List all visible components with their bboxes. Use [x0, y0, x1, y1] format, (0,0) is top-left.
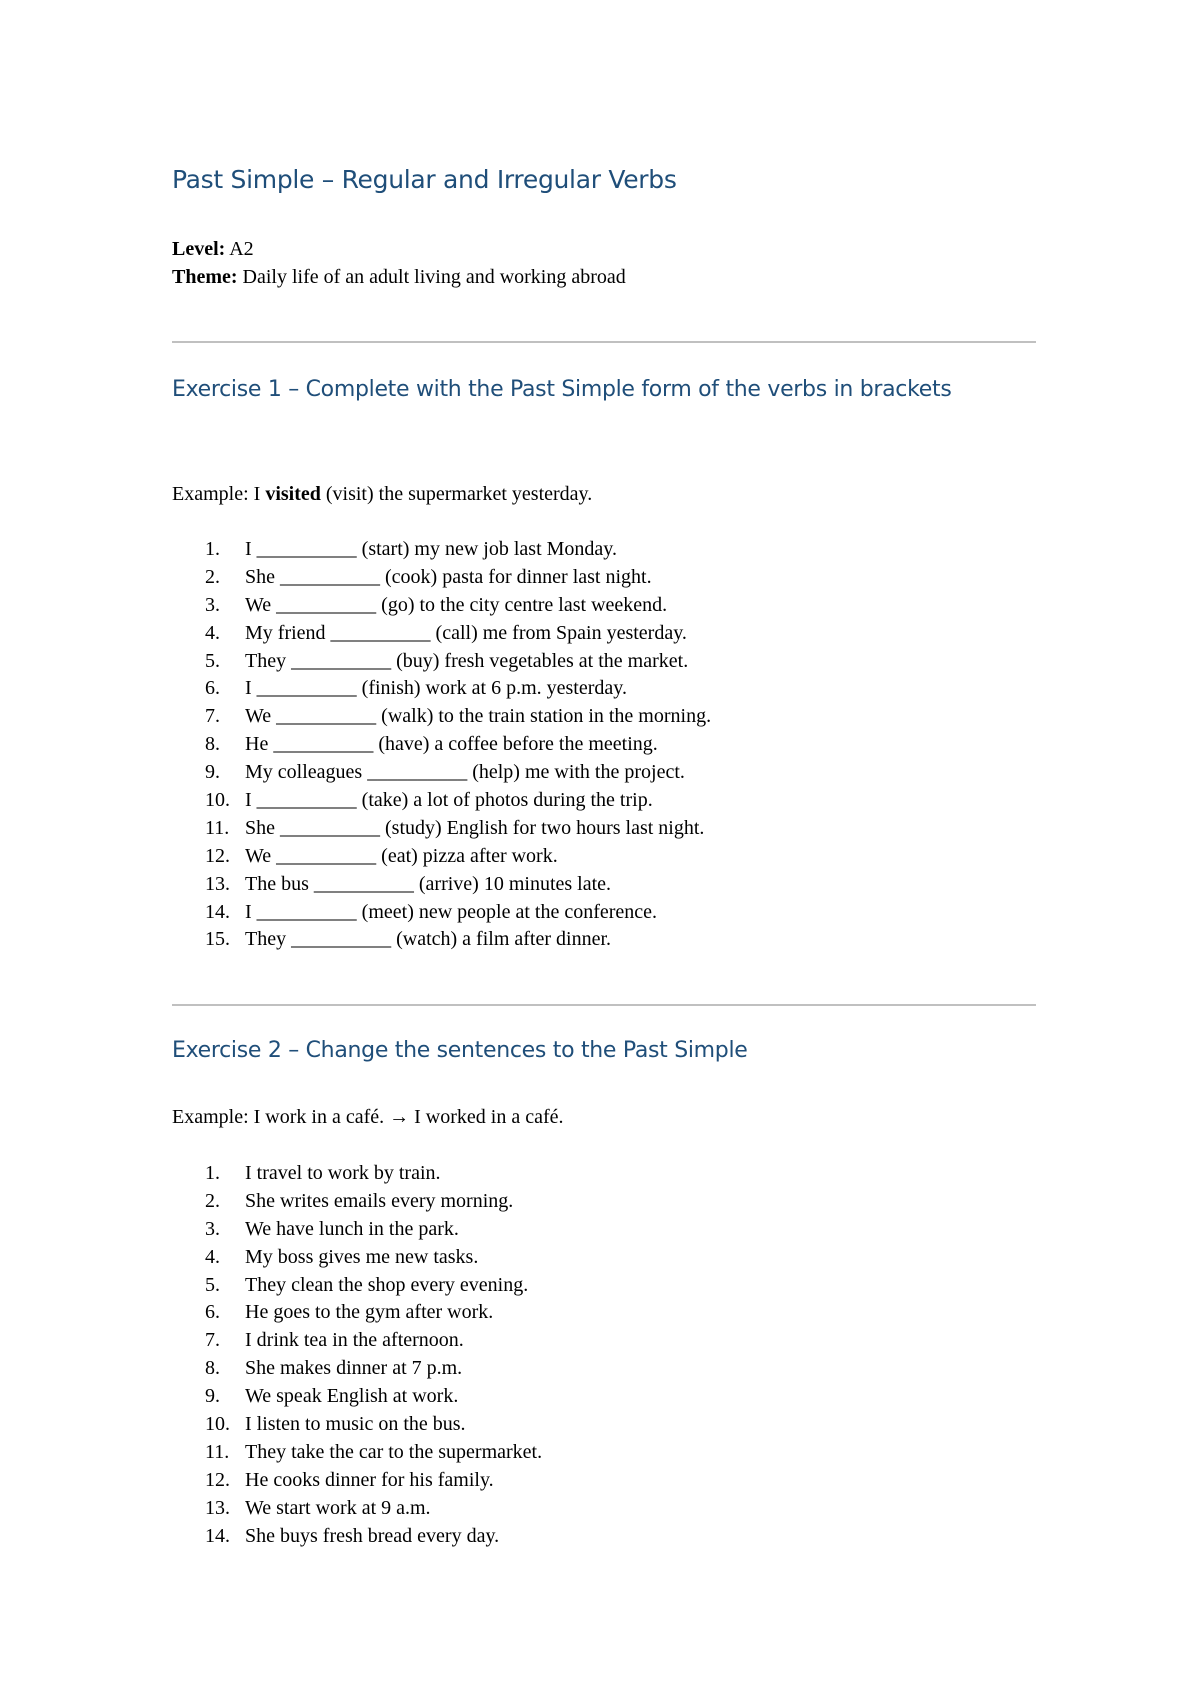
list-item	[205, 1327, 542, 1355]
list-item-number: 5.	[205, 1273, 220, 1296]
list-item-text: I __________ (start) my new job last Monday.	[245, 538, 617, 560]
list-item-text: I __________ (meet) new people at the conference.	[245, 900, 658, 923]
list-item	[205, 648, 711, 676]
list-item-text: The bus __________ (arrive) 10 minutes late.	[245, 872, 612, 895]
list-item	[205, 536, 711, 564]
list-item-text: We __________ (eat) pizza after work.	[245, 844, 558, 867]
divider	[172, 1004, 1036, 1006]
list-item-text: My friend __________ (call) me from Spain yesterday.	[245, 621, 687, 644]
list-item-number: 3.	[205, 1217, 220, 1240]
list-item-number: 12.	[205, 1468, 230, 1491]
theme-label: Theme:	[172, 266, 238, 288]
list-item	[205, 1188, 542, 1216]
list-item	[205, 1244, 542, 1272]
list-item	[205, 1523, 542, 1551]
list-item-number: 11.	[205, 816, 230, 839]
level-line	[172, 235, 254, 263]
list-item	[205, 815, 711, 843]
example-answer: visited	[265, 483, 321, 505]
list-item	[205, 564, 711, 592]
list-item	[205, 1495, 542, 1523]
list-item-number: 12.	[205, 844, 230, 867]
list-item	[205, 926, 711, 954]
list-item	[205, 592, 711, 620]
theme-line	[172, 263, 626, 291]
list-item-number: 5.	[205, 649, 220, 672]
list-item	[205, 731, 711, 759]
list-item-number: 10.	[205, 789, 230, 812]
list-item-number: 1.	[205, 1162, 220, 1184]
exercise-2-example: Example: I work in a café. → I worked in a café.	[172, 1106, 564, 1128]
list-item	[205, 1216, 542, 1244]
list-item-text: My colleagues __________ (help) me with the project.	[245, 761, 685, 784]
list-item-text: We __________ (walk) to the train station in the morning.	[245, 705, 712, 728]
example-prefix: Example: I	[172, 483, 261, 505]
list-item-text: He __________ (have) a coffee before the meeting.	[245, 733, 658, 756]
list-item-number: 6.	[205, 1301, 220, 1324]
list-item-text: She __________ (study) English for two hours last night.	[245, 816, 705, 839]
list-item	[205, 759, 711, 787]
list-item-text: They take the car to the supermarket.	[245, 1440, 543, 1463]
divider	[172, 341, 1036, 343]
list-item	[205, 1411, 542, 1439]
list-item-number: 8.	[205, 1357, 220, 1380]
exercise-2-list	[205, 1160, 542, 1550]
example-suffix: (visit) the supermarket yesterday.	[325, 483, 593, 505]
list-item-text: They clean the shop every evening.	[245, 1273, 529, 1296]
exercise-1-list	[205, 536, 711, 954]
list-item	[205, 1272, 542, 1300]
list-item-text: We start work at 9 a.m.	[245, 1496, 431, 1519]
list-item-number: 10.	[205, 1413, 230, 1436]
list-item	[205, 1383, 542, 1411]
exercise-1-example	[172, 480, 592, 508]
list-item-text: We have lunch in the park.	[245, 1217, 459, 1240]
list-item-text: She makes dinner at 7 p.m.	[245, 1357, 463, 1380]
list-item-number: 2.	[205, 1189, 220, 1212]
theme-value: Daily life of an adult living and working abroad	[242, 266, 626, 288]
list-item-text: I listen to music on the bus.	[245, 1413, 466, 1436]
list-item-number: 4.	[205, 621, 220, 644]
level-value: A2	[229, 238, 254, 260]
list-item-text: I __________ (finish) work at 6 p.m. yesterday.	[245, 677, 627, 700]
list-item	[205, 703, 711, 731]
list-item	[205, 1160, 542, 1188]
list-item	[205, 1439, 542, 1467]
list-item-text: She __________ (cook) pasta for dinner last night.	[245, 565, 652, 588]
list-item-number: 9.	[205, 1385, 220, 1408]
list-item-text: She writes emails every morning.	[245, 1189, 514, 1212]
list-item	[205, 871, 711, 899]
list-item-number: 15.	[205, 928, 230, 951]
list-item	[205, 620, 711, 648]
list-item-number: 7.	[205, 1329, 220, 1352]
list-item-text: He goes to the gym after work.	[245, 1301, 494, 1324]
exercise-2-heading: Exercise 2 – Change the sentences to the Past Simple	[172, 1038, 748, 1063]
list-item	[205, 787, 711, 815]
list-item-number: 3.	[205, 593, 220, 616]
list-item-number: 9.	[205, 761, 220, 784]
exercise-1-heading: Exercise 1 – Complete with the Past Simple form of the verbs in brackets	[172, 377, 952, 402]
list-item	[205, 1467, 542, 1495]
list-item-text: I __________ (take) a lot of photos during the trip.	[245, 789, 653, 812]
list-item-number: 1.	[205, 538, 220, 560]
list-item-text: They __________ (buy) fresh vegetables at the market.	[245, 649, 689, 672]
list-item-number: 8.	[205, 733, 220, 756]
list-item	[205, 675, 711, 703]
list-item-text: I travel to work by train.	[245, 1162, 441, 1184]
list-item-number: 14.	[205, 1524, 230, 1547]
list-item-number: 13.	[205, 872, 230, 895]
list-item-number: 2.	[205, 565, 220, 588]
list-item-text: They __________ (watch) a film after dinner.	[245, 928, 611, 951]
document-title: Past Simple – Regular and Irregular Verbs	[172, 165, 677, 194]
list-item-number: 7.	[205, 705, 220, 728]
list-item-text: He cooks dinner for his family.	[245, 1468, 494, 1491]
list-item-number: 13.	[205, 1496, 230, 1519]
level-label: Level:	[172, 238, 226, 260]
list-item-text: She buys fresh bread every day.	[245, 1524, 500, 1547]
list-item-number: 6.	[205, 677, 220, 700]
list-item	[205, 843, 711, 871]
list-item-text: My boss gives me new tasks.	[245, 1245, 479, 1268]
list-item-number: 11.	[205, 1440, 230, 1463]
list-item	[205, 1299, 542, 1327]
list-item-text: We __________ (go) to the city centre last weekend.	[245, 593, 668, 616]
list-item	[205, 899, 711, 927]
list-item-text: We speak English at work.	[245, 1385, 459, 1408]
list-item-number: 14.	[205, 900, 230, 923]
list-item-number: 4.	[205, 1245, 220, 1268]
list-item	[205, 1355, 542, 1383]
list-item-text: I drink tea in the afternoon.	[245, 1329, 464, 1352]
